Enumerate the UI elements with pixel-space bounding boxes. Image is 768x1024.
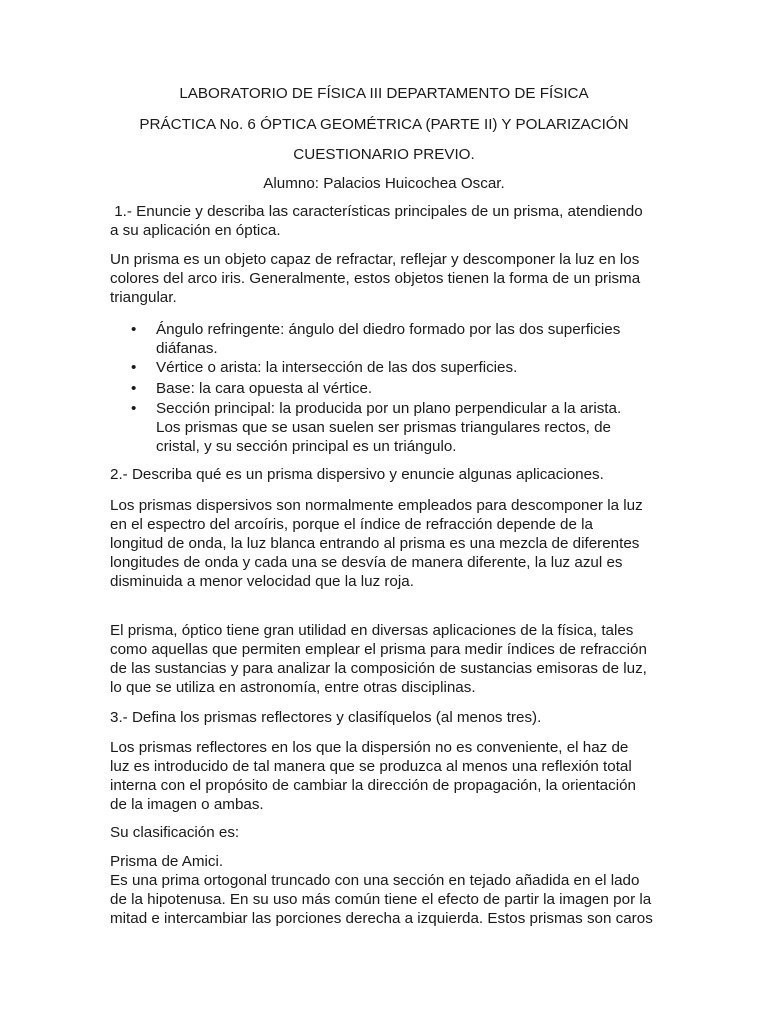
answer-2-paragraph-1 xyxy=(110,496,670,591)
bullet-marker: • xyxy=(131,321,137,338)
header-student-name: Alumno: Palacios Huicochea Oscar. xyxy=(263,175,505,192)
answer-2-line: lo que se utiliza en astronomía, entre otras disciplinas. xyxy=(110,679,476,696)
bullet-text-line: Base: la cara opuesta al vértice. xyxy=(156,380,373,397)
amici-line: Prisma de Amici. xyxy=(110,853,224,870)
classification-label xyxy=(110,823,670,842)
classification-label-line: Su clasificación es: xyxy=(110,824,240,841)
answer-1-line: triangular. xyxy=(110,289,177,306)
bullet-text-line: Ángulo refringente: ángulo del diedro formado por las dos superficies xyxy=(156,321,621,338)
question-3 xyxy=(110,708,670,727)
bullet-text-line: Sección principal: la producida por un plano perpendicular a la arista. xyxy=(156,400,622,417)
answer-2-line: Los prismas dispersivos son normalmente empleados para descomponer la luz xyxy=(110,497,643,514)
answer-1-line: colores del arco iris. Generalmente, estos objetos tienen la forma de un prisma xyxy=(110,270,641,287)
answer-1-line: Un prisma es un objeto capaz de refractar, reflejar y descomponer la luz en los xyxy=(110,251,640,268)
answer-3-paragraph xyxy=(110,738,670,814)
amici-line: mitad e intercambiar las porciones derecha a izquierda. Estos prismas son caros xyxy=(110,910,653,927)
question-2 xyxy=(110,465,670,484)
bullet-marker: • xyxy=(131,380,137,397)
header-lab-title: LABORATORIO DE FÍSICA III DEPARTAMENTO DE FÍSICA xyxy=(179,85,589,102)
question-1-line: a su aplicación en óptica. xyxy=(110,222,281,239)
answer-2-line: como aquellas que permiten emplear el prisma para medir índices de refracción xyxy=(110,641,647,658)
answer-2-line: El prisma, óptico tiene gran utilidad en diversas aplicaciones de la física, tales xyxy=(110,622,634,639)
bullet-text-line: diáfanas. xyxy=(156,340,218,357)
amici-line: Es una prima ortogonal truncado con una sección en tejado añadida en el lado xyxy=(110,872,640,889)
amici-prism-paragraph xyxy=(110,852,670,928)
bullet-text-line: cristal, y su sección principal es un triángulo. xyxy=(156,438,457,455)
answer-3-line: luz es introducido de tal manera que se produzca al menos una reflexión total xyxy=(110,758,632,775)
answer-3-line: interna con el propósito de cambiar la dirección de propagación, la orientación xyxy=(110,777,636,794)
answer-2-line: de las sustancias y para analizar la composición de sustancias emisoras de luz, xyxy=(110,660,647,677)
question-1-line: 1.- Enuncie y describa las características principales de un prisma, atendiendo xyxy=(110,203,643,220)
bullet-text-line: Vértice o arista: la intersección de las dos superficies. xyxy=(156,359,518,376)
bullet-text-line: Los prismas que se usan suelen ser prismas triangulares rectos, de xyxy=(156,419,612,436)
amici-line: de la hipotenusa. En su uso más común tiene el efecto de partir la imagen por la xyxy=(110,891,652,908)
answer-3-line: de la imagen o ambas. xyxy=(110,796,264,813)
answer-2-line: en el espectro del arcoíris, porque el índice de refracción depende de la xyxy=(110,516,593,533)
question-1 xyxy=(110,202,670,240)
header-practice-title: PRÁCTICA No. 6 ÓPTICA GEOMÉTRICA (PARTE II) Y POLARIZACIÓN xyxy=(139,116,629,133)
answer-2-line: longitud de onda, la luz blanca entrando al prisma es una mezcla de diferentes xyxy=(110,535,640,552)
bullet-marker: • xyxy=(131,400,137,417)
header-questionnaire-title: CUESTIONARIO PREVIO. xyxy=(293,146,475,163)
answer-3-line: Los prismas reflectores en los que la dispersión no es conveniente, el haz de xyxy=(110,739,629,756)
answer-2-line: disminuida a menor velocidad que la luz roja. xyxy=(110,573,414,590)
answer-2-line: longitudes de onda y cada una se desvía de manera diferente, la luz azul es xyxy=(110,554,623,571)
answer-2-paragraph-2 xyxy=(110,621,670,697)
bullet-marker: • xyxy=(131,359,137,376)
question-3-line: 3.- Defina los prismas reflectores y clasifíquelos (al menos tres). xyxy=(110,709,542,726)
answer-1-paragraph xyxy=(110,250,670,307)
question-2-line: 2.- Describa qué es un prisma dispersivo y enuncie algunas aplicaciones. xyxy=(110,466,604,483)
